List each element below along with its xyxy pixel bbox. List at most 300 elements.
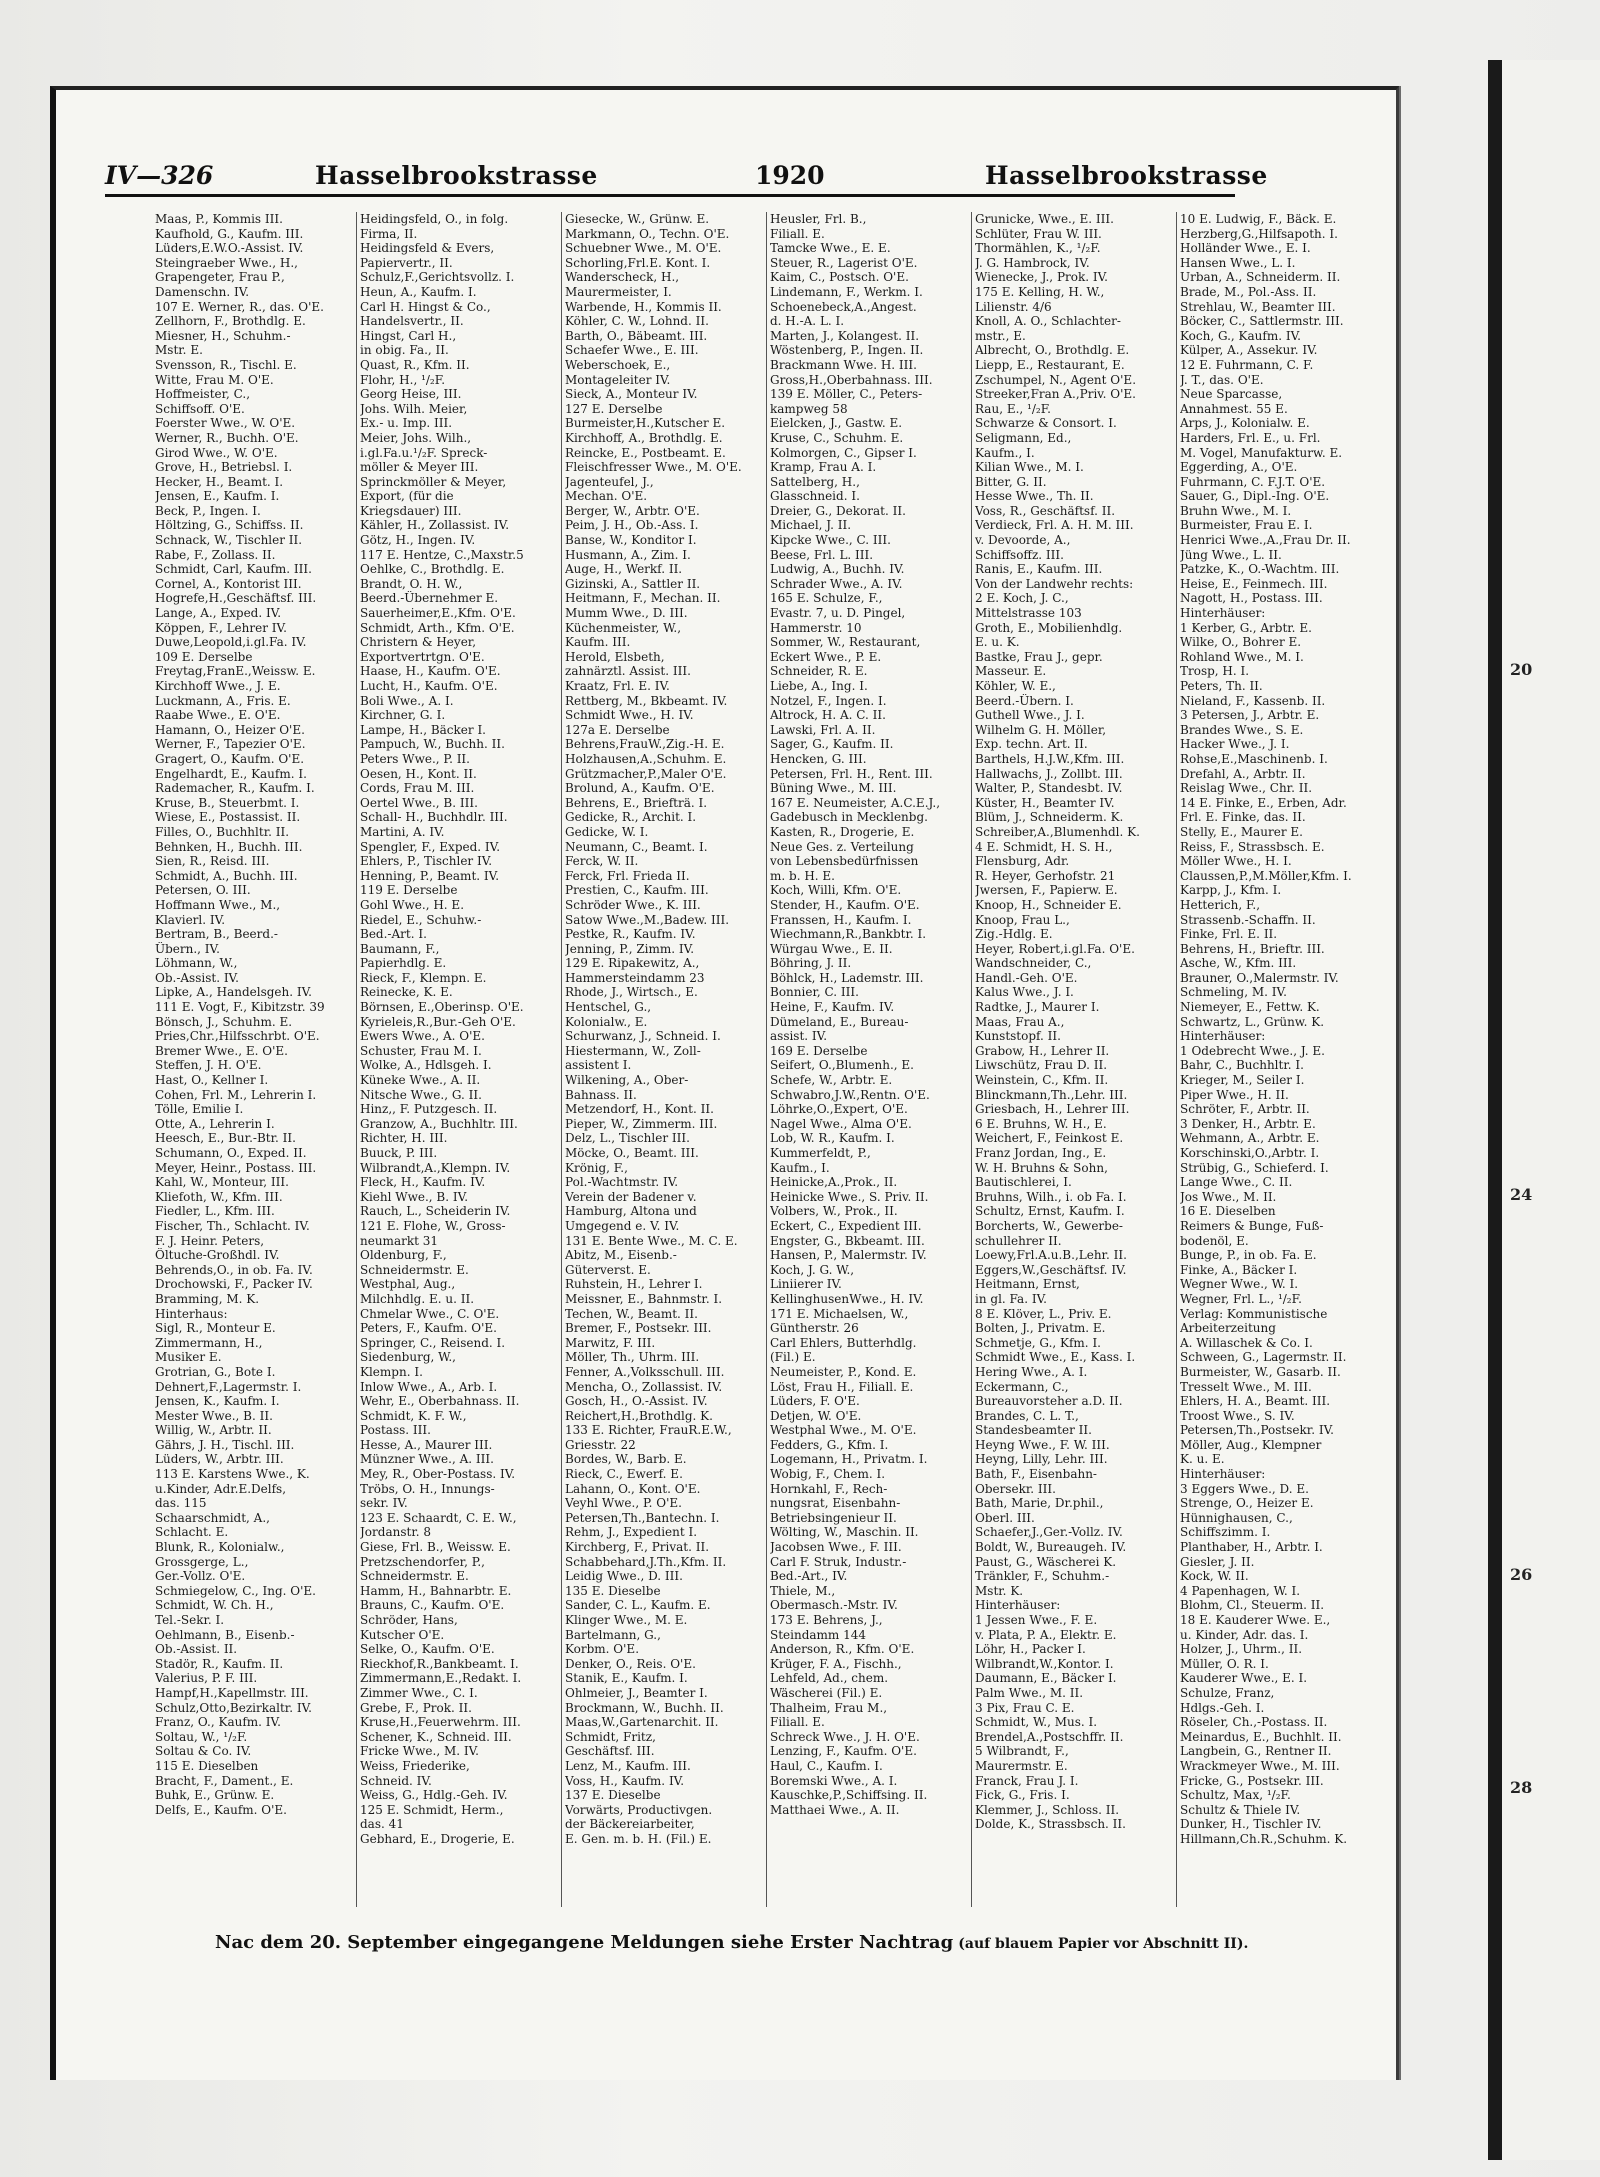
directory-entry: Bonnier, C. III.	[770, 985, 859, 1000]
directory-entry: Gedicke, W. I.	[565, 824, 649, 839]
directory-entry: Schoenebeck,A.,Angest.	[770, 299, 917, 314]
directory-entry: Korbm. O'E.	[565, 1642, 640, 1657]
directory-entry: Bönsch, J., Schuhm. E.	[155, 1014, 293, 1029]
directory-entry: Hesse Wwe., Th. II.	[975, 489, 1094, 504]
directory-entry: Schaefer Wwe., E. III.	[565, 343, 699, 358]
directory-entry: Banse, W., Konditor I.	[565, 533, 697, 548]
directory-entry: Svensson, R., Tischl. E.	[155, 357, 297, 372]
directory-entry: Kiehl Wwe., B. IV.	[360, 1189, 469, 1204]
directory-entry: Brandes Wwe., S. E.	[1180, 722, 1304, 737]
directory-entry: Steindamm 144	[770, 1627, 867, 1642]
street-title-right: Hasselbrookstrasse	[985, 161, 1268, 190]
directory-entry: Handl.-Geh. O'E.	[975, 970, 1078, 985]
directory-entry: Bruhn Wwe., M. I.	[1180, 503, 1292, 518]
directory-entry: Grapengeter, Frau P.,	[155, 270, 285, 285]
directory-entry: 14 E. Finke, E., Erben, Adr.	[1180, 795, 1347, 810]
directory-entry: Schefe, W., Arbtr. E.	[770, 1073, 893, 1088]
directory-entry: Foerster Wwe., W. O'E.	[155, 416, 296, 431]
directory-entry: Steuer, R., Lagerist O'E.	[770, 255, 918, 270]
directory-entry: Kaufm., I.	[770, 1160, 830, 1175]
directory-entry: Bath, Marie, Dr.phil.,	[975, 1496, 1104, 1511]
directory-entry: Kalus Wwe., J. I.	[975, 985, 1074, 1000]
directory-entry: Bautischlerei, I.	[975, 1175, 1072, 1190]
directory-entry: Umgegend e. V. IV.	[565, 1218, 680, 1233]
directory-entry: Reislag Wwe., Chr. II.	[1180, 781, 1313, 796]
directory-entry: Veyhl Wwe., P. O'E.	[565, 1496, 682, 1511]
directory-entry: Mstr. E.	[155, 343, 203, 358]
directory-entry: Girod Wwe., W. O'E.	[155, 445, 278, 460]
directory-entry: Stadör, R., Kaufm. II.	[155, 1656, 284, 1671]
directory-entry: Schultz, Max, ¹/₂F.	[1180, 1788, 1291, 1803]
directory-entry: Bremer, F., Postsekr. III.	[565, 1321, 712, 1336]
directory-entry: Schneid. IV.	[360, 1773, 432, 1788]
directory-entry: sekr. IV.	[360, 1496, 408, 1511]
directory-entry: E. Gen. m. b. H. (Fil.) E.	[565, 1831, 712, 1846]
directory-entry: Ohlmeier, J., Beamter I.	[565, 1685, 708, 1700]
directory-entry: Weberschoek, E.,	[565, 357, 671, 372]
directory-entry: Martini, A. IV.	[360, 824, 445, 839]
directory-entry: Ob.-Assist. IV.	[155, 970, 239, 985]
directory-entry: Jensen, K., Kaufm. I.	[155, 1394, 280, 1409]
directory-entry: Sommer, W., Restaurant,	[770, 635, 921, 650]
directory-entry: Griesstr. 22	[565, 1437, 636, 1452]
directory-entry: 175 E. Kelling, H. W.,	[975, 284, 1105, 299]
directory-entry: Mencha, O., Zollassist. IV.	[565, 1379, 723, 1394]
directory-entry: Marwitz, F. III.	[565, 1335, 656, 1350]
directory-entry: Lüders, F. O'E.	[770, 1394, 860, 1409]
directory-entry: 4 Papenhagen, W. I.	[1180, 1583, 1301, 1598]
directory-entry: Peters, Th. II.	[1180, 679, 1263, 693]
directory-entry: Schulz,F.,Gerichtsvollz. I.	[360, 270, 515, 285]
directory-column-5	[972, 212, 1177, 1907]
directory-entry: Abitz, M., Eisenb.-	[565, 1248, 677, 1263]
directory-entry: Eckermann, C.,	[975, 1379, 1069, 1394]
directory-entry: Schröter, F., Arbtr. II.	[1180, 1102, 1310, 1117]
directory-entry: assistent I.	[565, 1058, 632, 1073]
directory-entry: Barth, O., Bäbeamt. III.	[565, 328, 708, 343]
directory-entry: Würgau Wwe., E. II.	[770, 941, 893, 956]
directory-entry: u.Kinder, Adr.E.Delfs,	[155, 1481, 287, 1496]
directory-entry: Hentschel, G.,	[565, 1000, 652, 1015]
directory-entry: Beck, P., Ingen. I.	[155, 503, 261, 518]
directory-entry: Küneke Wwe., A. II.	[360, 1073, 481, 1088]
directory-entry: Satow Wwe.,M.,Badew. III.	[565, 912, 730, 927]
directory-entry: Metzendorf, H., Kont. II.	[565, 1102, 714, 1117]
directory-entry: Altrock, H. A. C. II.	[770, 708, 886, 723]
directory-entry: 115 E. Dieselben	[155, 1758, 259, 1773]
directory-entry: Wilbrandt,W.,Kontor. I.	[975, 1656, 1114, 1671]
directory-entry: 133 E. Richter, FrauR.E.W.,	[565, 1423, 732, 1438]
directory-entry: Brade, M., Pol.-Ass. II.	[1180, 284, 1317, 299]
directory-entry: Grabow, H., Lehrer II.	[975, 1043, 1110, 1058]
directory-entry: 127 E. Derselbe	[565, 401, 663, 416]
directory-column-6	[1177, 212, 1382, 1907]
directory-entry: 107 E. Werner, R., das. O'E.	[155, 299, 324, 314]
directory-entry: M. Vogel, Manufakturw. E.	[1180, 445, 1343, 460]
directory-entry: Fricke, G., Postsekr. III.	[1180, 1773, 1324, 1788]
directory-entry: Rauch, L., Scheiderin IV.	[360, 1204, 511, 1219]
directory-entry: Klempn. I.	[360, 1364, 423, 1379]
directory-entry: Freytag,FranE.,Weissw. E.	[155, 664, 316, 679]
edge-number: 26	[1510, 1565, 1533, 1584]
directory-entry: Bolten, J., Privatm. E.	[975, 1321, 1106, 1336]
directory-entry: Haase, H., Kaufm. O'E.	[360, 664, 501, 679]
directory-entry: Kyrieleis,R.,Bur.-Geh O'E.	[360, 1014, 516, 1029]
directory-entry: Heyng Wwe., F. W. III.	[975, 1437, 1110, 1452]
directory-entry: Firma, II.	[360, 226, 418, 241]
directory-entry: Kriegsdauer) III.	[360, 503, 462, 518]
directory-entry: Christern & Heyer,	[360, 635, 477, 650]
directory-entry: Heise, E., Feinmech. III.	[1180, 576, 1328, 591]
directory-entry: Ger.-Vollz. O'E.	[155, 1569, 246, 1584]
directory-entry: Behrens, H., Brieftr. III.	[1180, 941, 1325, 956]
directory-entry: 1 Jessen Wwe., F. E.	[975, 1613, 1098, 1627]
directory-entry: Pretzschendorfer, P.,	[360, 1554, 485, 1569]
directory-entry: Zig.-Hdlg. E.	[975, 927, 1053, 942]
directory-entry: Wilkening, A., Ober-	[565, 1073, 689, 1088]
directory-entry: Wanderscheck, H.,	[565, 270, 680, 285]
directory-entry: Reinecke, K. E.	[360, 985, 453, 1000]
directory-entry: Pol.-Wachtmstr. IV.	[565, 1175, 679, 1190]
directory-entry: Groth, E., Mobilienhdlg.	[975, 620, 1123, 635]
directory-entry: Jüng Wwe., L. II.	[1180, 547, 1282, 562]
directory-entry: Kaufm., I.	[975, 445, 1035, 460]
directory-entry: Trosp, H. I.	[1180, 664, 1250, 679]
directory-entry: Schröder, Hans,	[360, 1613, 458, 1627]
directory-entry: d. H.-A. L. I.	[770, 314, 845, 329]
directory-entry: Brandt, O. H. W.,	[360, 576, 463, 591]
directory-entry: Knoll, A. O., Schlachter-	[975, 314, 1121, 329]
directory-entry: Heitmann, Ernst,	[975, 1277, 1080, 1292]
directory-entry: Schmidt, Arth., Kfm. O'E.	[360, 620, 515, 635]
directory-entry: Kasten, R., Drogerie, E.	[770, 824, 915, 839]
directory-entry: Baumann, F.,	[360, 941, 440, 956]
directory-entry: Blohm, Cl., Steuerm. II.	[1180, 1598, 1325, 1613]
directory-entry: Bertram, B., Beerd.-	[155, 927, 278, 942]
directory-entry: Schmidt, Fritz,	[565, 1729, 656, 1744]
directory-entry: Öltuche-Großhdl. IV.	[155, 1248, 280, 1263]
directory-entry: Schabbehard,J.Th.,Kfm. II.	[565, 1554, 727, 1569]
directory-entry: Hammersteindamm 23	[565, 970, 705, 985]
directory-entry: Radtke, J., Maurer I.	[975, 1000, 1100, 1015]
directory-entry: Valerius, P. F. III.	[155, 1671, 258, 1686]
directory-entry: Volbers, W., Prok., II.	[770, 1204, 898, 1219]
directory-entry: Masseur. E.	[975, 664, 1047, 679]
edge-number: 20	[1510, 660, 1533, 679]
directory-entry: Tresselt Wwe., M. III.	[1180, 1379, 1312, 1394]
directory-entry: Ehlers, H. A., Beamt. III.	[1180, 1394, 1331, 1409]
directory-entry: Hinz,, F. Putzgesch. II.	[360, 1102, 498, 1117]
directory-entry: Kirchhoff, A., Brothdlg. E.	[565, 430, 723, 445]
directory-entry: Kruse,H.,Feuerwehrm. III.	[360, 1715, 521, 1730]
directory-entry: Cornel, A., Kontorist III.	[155, 576, 302, 591]
directory-entry: Prestien, C., Kaufm. III.	[565, 883, 709, 898]
directory-entry: Güterverst. E.	[565, 1262, 651, 1277]
directory-entry: 8 E. Klöver, L., Priv. E.	[975, 1306, 1112, 1321]
directory-entry: Kliefoth, W., Kfm. III.	[155, 1189, 283, 1204]
directory-entry: kampweg 58	[770, 401, 848, 416]
directory-entry: von Lebensbedürfnissen	[770, 854, 919, 869]
directory-entry: Seifert, O.,Blumenh., E.	[770, 1058, 914, 1073]
directory-entry: 6 E. Bruhns, W. H., E.	[975, 1116, 1107, 1131]
directory-entry: Finke, A., Bäcker I.	[1180, 1262, 1298, 1277]
directory-entry: Sander, C. L., Kaufm. E.	[565, 1598, 711, 1613]
directory-entry: Franz Jordan, Ing., E.	[975, 1146, 1107, 1160]
directory-entry: Gährs, J. H., Tischl. III.	[155, 1437, 295, 1452]
directory-entry: Eggers,W.,Geschäftsf. IV.	[975, 1262, 1127, 1277]
directory-entry: Maas, Frau A.,	[975, 1014, 1065, 1029]
directory-entry: K. u. E.	[1180, 1452, 1225, 1467]
directory-entry: Burmeister, Frau E. I.	[1180, 518, 1313, 533]
directory-entry: Wiese, E., Postassist. II.	[155, 810, 301, 825]
directory-entry: Verein der Badener v.	[565, 1189, 697, 1204]
directory-entry: Giesler, J. II.	[1180, 1554, 1255, 1569]
directory-entry: Heyer, Robert,i.gl.Fa. O'E.	[975, 941, 1135, 956]
directory-entry: Steffen, J. H. O'E.	[155, 1058, 262, 1073]
directory-entry: Hingst, Carl H.,	[360, 328, 457, 343]
directory-entry: Brandes, C. L. T.,	[975, 1408, 1079, 1423]
directory-entry: Wrackmeyer Wwe., M. III.	[1180, 1758, 1340, 1773]
directory-entry: 131 E. Bente Wwe., M. C. E.	[565, 1233, 738, 1248]
directory-entry: Kunststopf. II.	[975, 1029, 1061, 1044]
directory-entry: Klavierl. IV.	[155, 912, 226, 927]
directory-entry: Hesse, A., Maurer III.	[360, 1437, 493, 1452]
directory-entry: Büning Wwe., M. III.	[770, 781, 897, 796]
directory-entry: Löhmann, W.,	[155, 956, 238, 971]
directory-entry: Troost Wwe., S. IV.	[1180, 1408, 1295, 1423]
directory-entry: Schreiber,A.,Blumenhdl. K.	[975, 824, 1140, 839]
directory-entry: Knoop, H., Schneider E.	[975, 897, 1122, 912]
directory-entry: Rieck, F., Klempn. E.	[360, 970, 487, 985]
directory-entry: Bahnass. II.	[565, 1087, 637, 1102]
directory-entry: Heitmann, F., Mechan. II.	[565, 591, 721, 606]
directory-entry: Bitter, G. II.	[975, 474, 1047, 489]
directory-entry: (Fil.) E.	[770, 1350, 816, 1365]
directory-entry: Bramming, M. K.	[155, 1291, 260, 1306]
directory-entry: Ferck, W. II.	[565, 854, 639, 869]
directory-entry: 12 E. Fuhrmann, C. F.	[1180, 357, 1314, 372]
directory-entry: Küchenmeister, W.,	[565, 620, 682, 635]
directory-entry: Streeker,Fran A.,Priv. O'E.	[975, 387, 1136, 402]
directory-entry: Hinterhaus:	[155, 1306, 228, 1321]
directory-entry: Wehmann, A., Arbtr. E.	[1180, 1131, 1320, 1146]
directory-entry: Hinterhäuser:	[975, 1598, 1061, 1613]
directory-entry: Meyer, Heinr., Postass. III.	[155, 1160, 317, 1175]
directory-entry: Bed.-Art. I.	[360, 927, 427, 942]
directory-entry: Duwe,Leopold,i.gl.Fa. IV.	[155, 635, 307, 650]
directory-entry: Hiestermann, W., Zoll-	[565, 1043, 701, 1058]
directory-entry: 119 E. Derselbe	[360, 883, 458, 898]
directory-entry: Walter, P., Standesbt. IV.	[975, 781, 1123, 796]
directory-entry: Kirchhoff Wwe., J. E.	[155, 679, 281, 693]
directory-entry: Petersen, Frl. H., Rent. III.	[770, 766, 933, 781]
directory-entry: Gizinski, A., Sattler II.	[565, 576, 701, 591]
directory-entry: Kauderer Wwe., E. I.	[1180, 1671, 1308, 1686]
directory-entry: Paust, G., Wäscherei K.	[975, 1554, 1117, 1569]
directory-entry: Arps, J., Kolonialw. E.	[1180, 416, 1310, 431]
directory-entry: Weinstein, C., Kfm. II.	[975, 1073, 1109, 1088]
directory-entry: Wandschneider, C.,	[975, 956, 1092, 971]
directory-entry: Neumann, C., Beamt. I.	[565, 839, 708, 854]
directory-entry: Koch, Willi, Kfm. O'E.	[770, 883, 902, 898]
directory-entry: Richter, H. III.	[360, 1131, 448, 1146]
directory-entry: Brauns, C., Kaufm. O'E.	[360, 1598, 505, 1613]
directory-entry: Hetterich, F.,	[1180, 897, 1261, 912]
directory-entry: Eggerding, A., O'E.	[1180, 460, 1298, 475]
directory-entry: Geschäftsf. III.	[565, 1744, 655, 1759]
directory-entry: Hacker Wwe., J. I.	[1180, 737, 1290, 752]
directory-entry: Brackmann Wwe. H. III.	[770, 357, 917, 372]
directory-entry: Schneidermstr. E.	[360, 1569, 469, 1584]
directory-entry: Gosch, H., O.-Assist. IV.	[565, 1394, 708, 1409]
directory-entry: Neue Ges. z. Verteilung	[770, 839, 914, 854]
directory-entry: Krüger, F. A., Fischh.,	[770, 1656, 902, 1671]
directory-entry: Mey, R., Ober-Postass. IV.	[360, 1467, 516, 1482]
directory-entry: Kolonialw., E.	[565, 1014, 648, 1029]
directory-entry: 3 Eggers Wwe., D. E.	[1180, 1481, 1309, 1496]
directory-entry: Rhode, J., Wirtsch., E.	[565, 985, 698, 1000]
directory-entry: Schlacht. E.	[155, 1525, 229, 1540]
directory-entry: Grossgerge, L.,	[155, 1554, 249, 1569]
directory-entry: Oesen, H., Kont. II.	[360, 766, 477, 781]
directory-entry: Wilke, O., Bohrer E.	[1180, 635, 1302, 650]
directory-entry: Neumeister, P., Kond. E.	[770, 1364, 917, 1379]
directory-entry: Behrens,FrauW.,Zig.-H. E.	[565, 737, 725, 752]
directory-entry: Petersen,Th.,Postsekr. IV.	[1180, 1423, 1334, 1438]
directory-entry: Kutscher O'E.	[360, 1627, 445, 1642]
directory-entry: Ruhstein, H., Lehrer I.	[565, 1277, 703, 1292]
directory-entry: Techen, W., Beamt. II.	[565, 1306, 698, 1321]
directory-entry: Nieland, F., Kassenb. II.	[1180, 693, 1326, 708]
directory-entry: Zimmermann, H.,	[155, 1335, 263, 1350]
directory-entry: Schener, K., Schneid. III.	[360, 1729, 512, 1744]
directory-entry: Carl H. Hingst & Co.,	[360, 299, 491, 314]
directory-entry: Pries,Chr.,Hilfsschrbt. O'E.	[155, 1029, 320, 1044]
directory-entry: Thormählen, K., ¹/₂F.	[975, 241, 1101, 256]
directory-entry: Claussen,P.,M.Möller,Kfm. I.	[1180, 868, 1352, 883]
directory-entry: Petersen, O. III.	[155, 883, 251, 898]
directory-entry: Schwarze & Consort. I.	[975, 416, 1117, 431]
directory-entry: Rieckhof,R.,Bankbeamt. I.	[360, 1656, 519, 1671]
directory-entry: Buuck, P. III.	[360, 1146, 438, 1160]
directory-entry: Schween, G., Lagermstr. II.	[1180, 1350, 1347, 1365]
directory-entry: Patzke, K., O.-Wachtm. III.	[1180, 562, 1340, 577]
directory-entry: Löhr, H., Packer I.	[975, 1642, 1086, 1657]
directory-entry: Obermasch.-Mstr. IV.	[770, 1598, 898, 1613]
directory-entry: Werner, R., Buchh. O'E.	[155, 430, 299, 445]
directory-entry: v. Devoorde, A.,	[975, 533, 1071, 548]
directory-entry: Wolke, A., Hdlsgeh. I.	[360, 1058, 492, 1073]
directory-entry: Brolund, A., Kaufm. O'E.	[565, 781, 715, 796]
directory-entry: Lüders, W., Arbtr. III.	[155, 1452, 284, 1467]
directory-entry: 129 E. Ripakewitz, A.,	[565, 956, 700, 971]
directory-entry: Herzberg,G.,Hilfsapoth. I.	[1180, 226, 1338, 241]
directory-entry: Hornkahl, F., Rech-	[770, 1481, 888, 1496]
directory-entry: Zimmermann,E.,Redakt. I.	[360, 1671, 522, 1686]
directory-entry: Bartelmann, G.,	[565, 1627, 661, 1642]
directory-entry: nungsrat, Eisenbahn-	[770, 1496, 901, 1511]
directory-entry: 165 E. Schulze, F.,	[770, 591, 883, 606]
directory-entry: Lampe, H., Bäcker I.	[360, 722, 486, 737]
directory-entry: Milchhdlg. E. u. II.	[360, 1291, 475, 1306]
directory-entry: Hamburg, Altona und	[565, 1204, 697, 1219]
directory-entry: Heusler, Frl. B.,	[770, 212, 867, 226]
directory-entry: Peim, J. H., Ob.-Ass. I.	[565, 518, 699, 533]
directory-entry: Kock, W. II.	[1180, 1569, 1249, 1584]
directory-entry: Bruhns, Wilh., i. ob Fa. I.	[975, 1189, 1127, 1204]
directory-entry: Schmidt Wwe., E., Kass. I.	[975, 1350, 1136, 1365]
directory-entry: Götz, H., Ingen. IV.	[360, 533, 476, 548]
directory-entry: Obersekr. III.	[975, 1481, 1056, 1496]
directory-entry: Bed.-Art., IV.	[770, 1569, 848, 1584]
directory-entry: Sattelberg, H.,	[770, 474, 860, 489]
directory-entry: Eielcken, J., Gastw. E.	[770, 416, 903, 431]
directory-entry: Schmiegelow, C., Ing. O'E.	[155, 1583, 316, 1598]
directory-entry: v. Plata, P. A., Elektr. E.	[975, 1627, 1117, 1642]
directory-entry: Kaufhold, G., Kaufm. III.	[155, 226, 304, 241]
directory-entry: Soltau & Co. IV.	[155, 1744, 252, 1759]
directory-entry: Handelsvertr., II.	[360, 314, 464, 329]
directory-entry: Bordes, W., Barb. E.	[565, 1452, 687, 1467]
directory-entry: Schreck Wwe., J. H. O'E.	[770, 1729, 920, 1744]
directory-entry: Rohland Wwe., M. I.	[1180, 649, 1304, 664]
directory-entry: Reimers & Bunge, Fuß-	[1180, 1218, 1324, 1233]
directory-entry: Warbende, H., Kommis II.	[565, 299, 722, 314]
directory-entry: Gebhard, E., Drogerie, E.	[360, 1831, 515, 1846]
directory-entry: Dreier, G., Dekorat. II.	[770, 503, 906, 518]
directory-entry: Holzer, J., Uhrm., II.	[1180, 1642, 1303, 1657]
directory-entry: Export, (für die	[360, 489, 454, 504]
directory-entry: Rau, E., ¹/₂F.	[975, 401, 1051, 416]
directory-entry: Mumm Wwe., D. III.	[565, 606, 688, 621]
directory-entry: Hallwachs, J., Zollbt. III.	[975, 766, 1123, 781]
directory-entry: Delz, L., Tischler III.	[565, 1131, 690, 1146]
directory-entry: Denker, O., Reis. O'E.	[565, 1656, 696, 1671]
directory-entry: Neue Sparcasse,	[1180, 387, 1283, 402]
directory-entry: 2 E. Koch, J. C.,	[975, 591, 1069, 606]
directory-entry: Palm Wwe., M. II.	[975, 1685, 1084, 1700]
directory-entry: Kaim, C., Postsch. O'E.	[770, 270, 909, 285]
directory-entry: 4 E. Schmidt, H. S. H.,	[975, 839, 1113, 854]
directory-entry: Hinterhäuser:	[1180, 1029, 1266, 1044]
footer-sub-text: (auf blauem Papier vor Abschnitt II).	[958, 1936, 1249, 1952]
directory-entry: Quast, R., Kfm. II.	[360, 357, 470, 372]
directory-entry: Fenner, A.,Volksschull. III.	[565, 1364, 725, 1379]
directory-entry: Engelhardt, E., Kaufm. I.	[155, 766, 307, 781]
directory-entry: Dolde, K., Strassbsch. II.	[975, 1817, 1126, 1832]
directory-entry: Weiss, Friederike,	[360, 1758, 470, 1773]
directory-entry: Rohse,E.,Maschinenb. I.	[1180, 751, 1328, 766]
directory-entry: Soltau, W., ¹/₂F.	[155, 1729, 248, 1744]
directory-entry: Bath, F., Eisenbahn-	[975, 1467, 1097, 1482]
directory-entry: Schmidt, Carl, Kaufm. III.	[155, 562, 312, 577]
directory-entry: Pieper, W., Zimmerm. III.	[565, 1116, 718, 1131]
directory-entry: Koch, G., Kaufm. IV.	[1180, 328, 1301, 343]
directory-entry: Hamm, H., Bahnarbtr. E.	[360, 1583, 512, 1598]
directory-entry: Reincke, E., Postbeamt. E.	[565, 445, 726, 460]
directory-entry: Möcke, O., Beamt. III.	[565, 1146, 699, 1160]
directory-entry: Schneidermstr. E.	[360, 1262, 469, 1277]
directory-entry: Jwersen, F., Papierw. E.	[975, 883, 1118, 898]
directory-entry: Finke, Frl. E. II.	[1180, 927, 1278, 942]
directory-entry: Jos Wwe., M. II.	[1180, 1189, 1277, 1204]
directory-entry: Kauschke,P.,Schiffsing. II.	[770, 1788, 928, 1803]
directory-entry: Georg Heise, III.	[360, 387, 462, 402]
directory-entry: Meissner, E., Bahnmstr. I.	[565, 1291, 723, 1306]
directory-entry: Hampf,H.,Kapellmstr. III.	[155, 1685, 309, 1700]
directory-entry: Vorwärts, Productivgen.	[565, 1802, 713, 1817]
directory-entry: Barthels, H.J.W.,Kfm. III.	[975, 751, 1125, 766]
